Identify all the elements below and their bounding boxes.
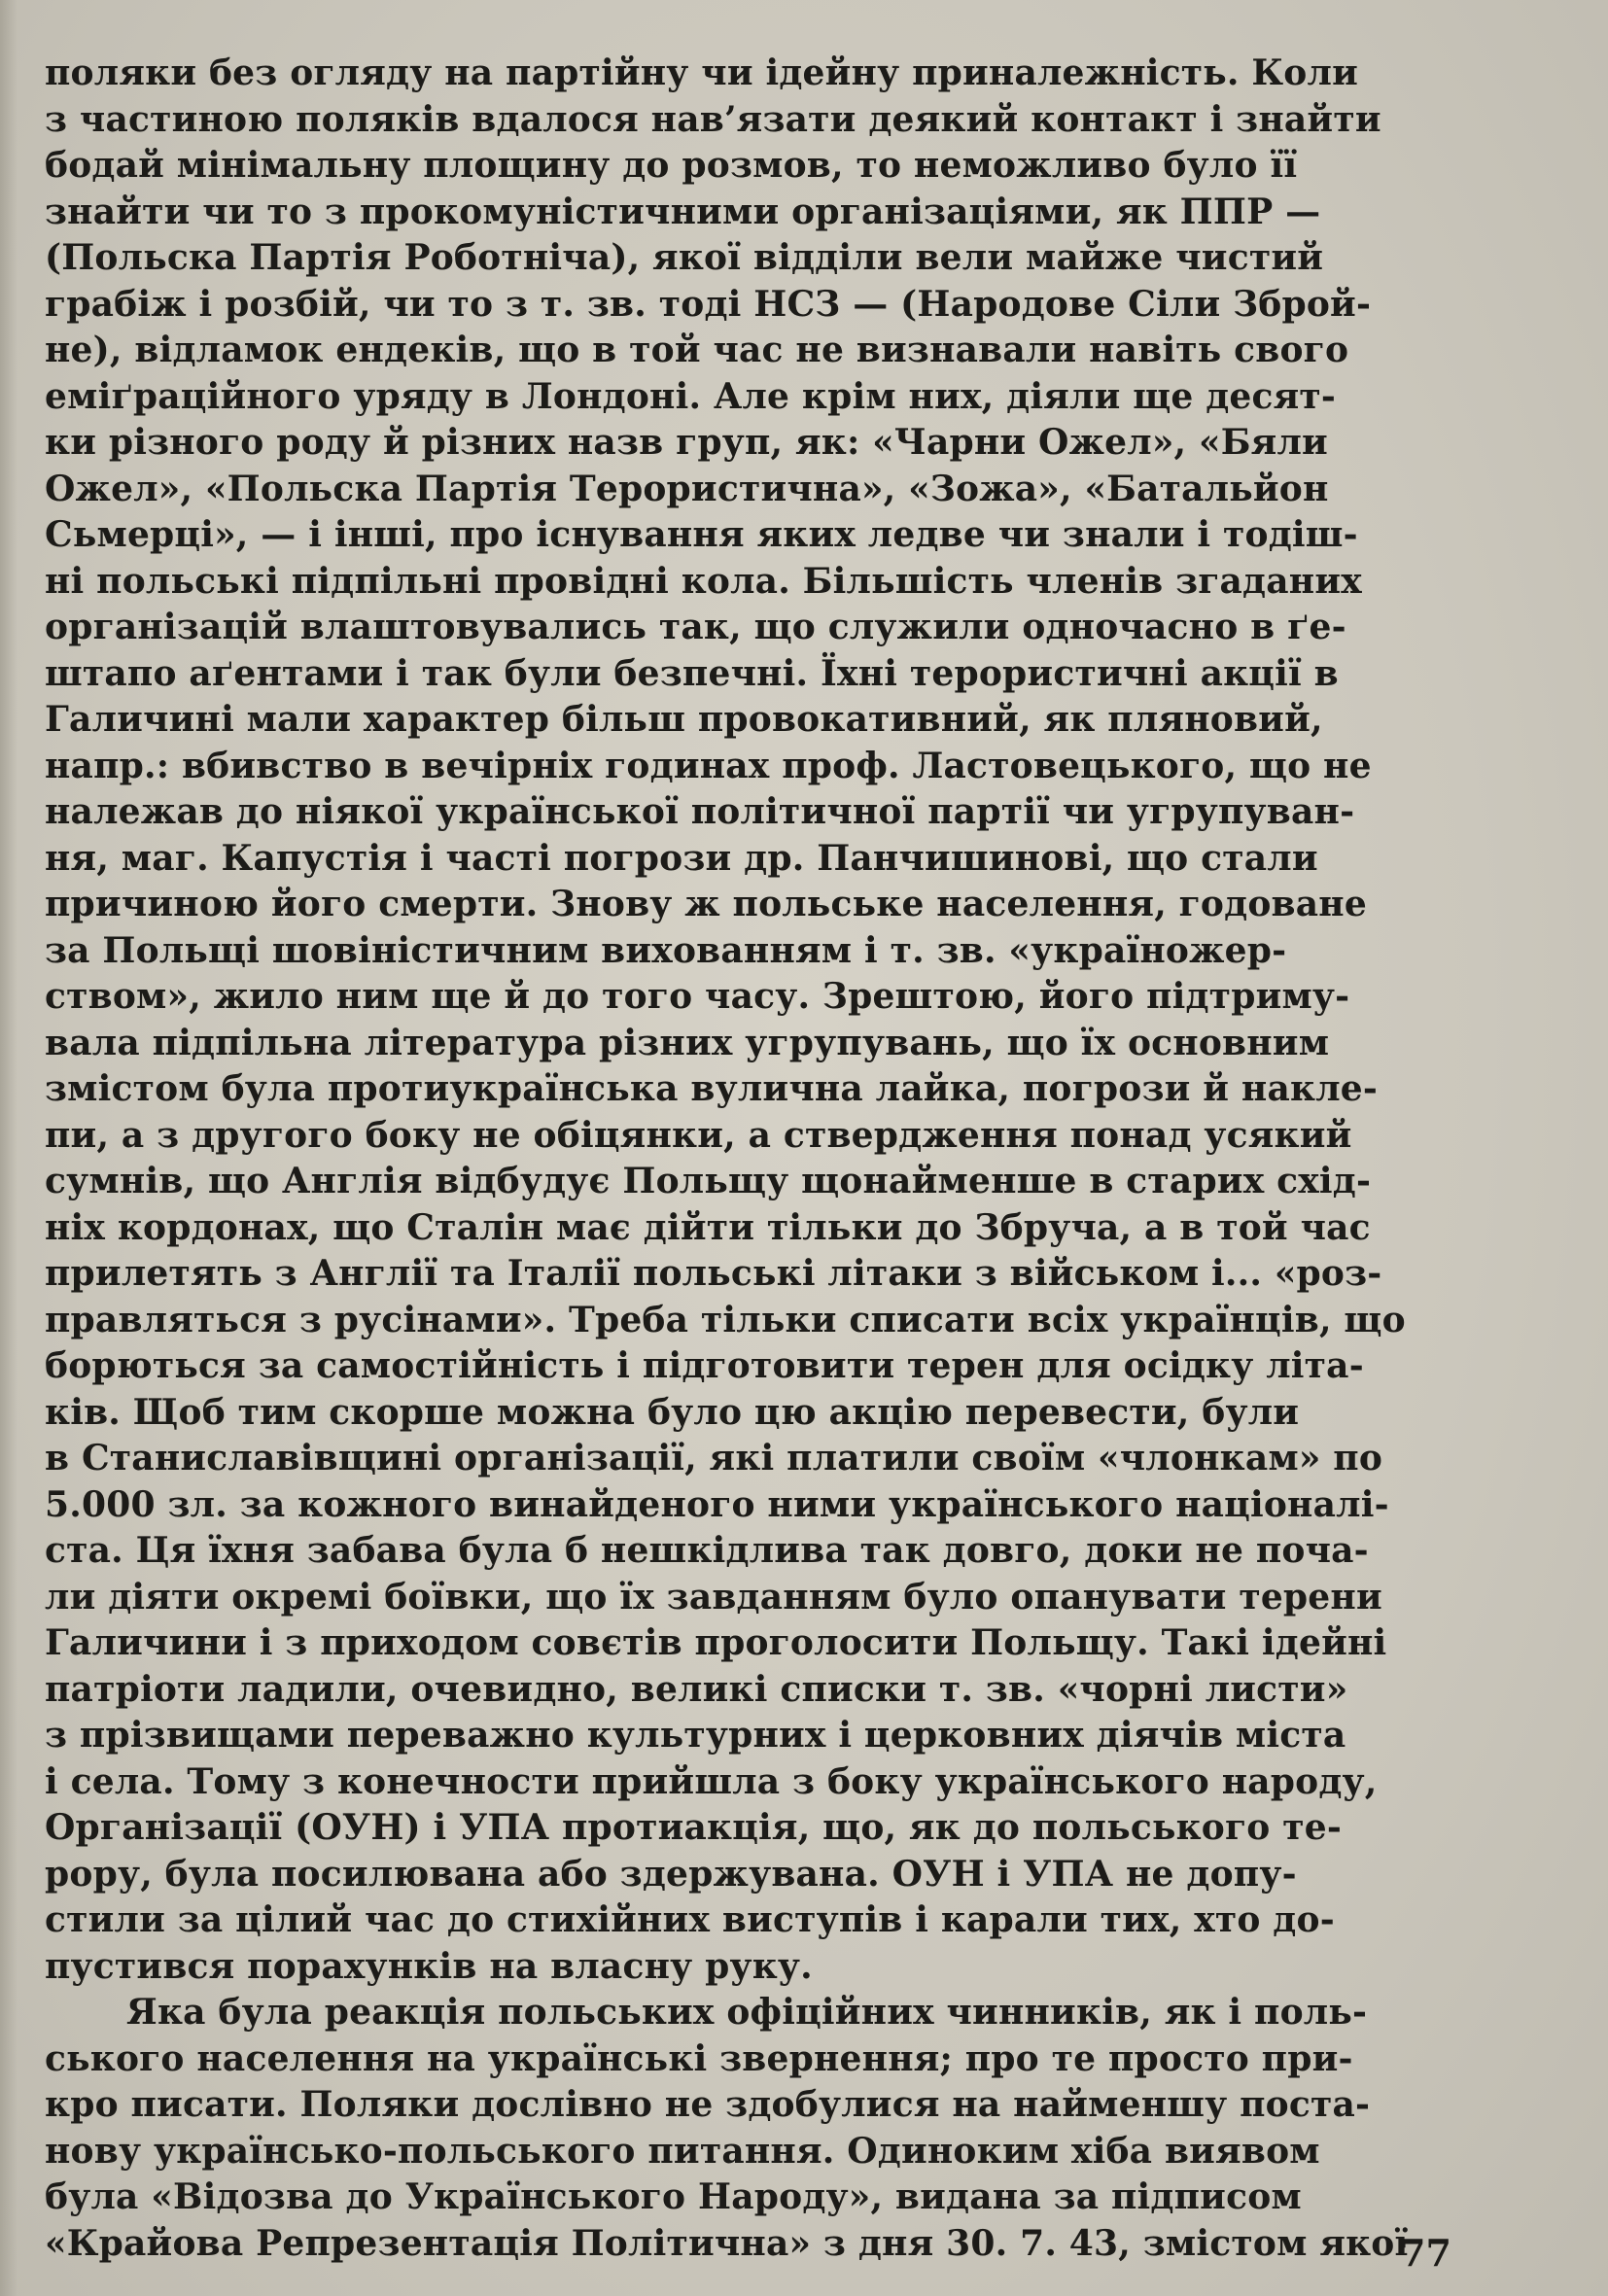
text-line: не), відламок ендеків, що в той час не визнавали навіть свого xyxy=(45,330,1349,370)
text-line: напр.: вбивство в вечірніх годинах проф. Ластовецького, що не xyxy=(45,745,1372,786)
text-line: стили за цілий час до стихійних виступів і карали тих, хто до- xyxy=(45,1899,1335,1940)
text-line: ні польські підпільні провідні кола. Більшість членів згаданих xyxy=(45,560,1362,602)
paragraph-1 xyxy=(45,51,1456,1990)
text-line: патріоти ладили, очевидно, великі списки т. зв. «чорні листи» xyxy=(45,1668,1348,1710)
page-fold-shadow xyxy=(0,0,17,2296)
text-line: грабіж і розбій, чи то з т. зв. тоді НСЗ — (Народове Сіли Зброй- xyxy=(45,283,1372,325)
text-line: пустився порахунків на власну руку. xyxy=(45,1945,813,1987)
text-line: Сьмерці», — і інші, про існування яких ледве чи знали і тодіш- xyxy=(45,514,1358,555)
text-line: нову українсько-польського питання. Одиноким хіба виявом xyxy=(45,2130,1320,2172)
paragraph-2 xyxy=(45,1990,1456,2267)
text-line: організацій влаштовувались так, що служили одночасно в ґе- xyxy=(45,607,1346,647)
text-line: за Польщі шовіністичним вихованням і т. зв. «україножер- xyxy=(45,929,1287,971)
text-line: Організації (ОУН) і УПА протиакція, що, як до польського те- xyxy=(45,1807,1342,1848)
text-line: в Станиславівщині організації, які платили своїм «члонкам» по xyxy=(45,1438,1383,1478)
text-line: з частиною поляків вдалося нав’язати деякий контакт і знайти xyxy=(45,98,1381,140)
text-line: пи, а з другого боку не обіцянки, а ствердження понад усякий xyxy=(45,1114,1352,1156)
text-line: ки різного роду й різних назв груп, як: «Чарни Ожел», «Бяли xyxy=(45,422,1328,463)
text-line: з прізвищами переважно культурних і церковних діячів міста xyxy=(45,1715,1346,1756)
text-line: і села. Тому з конечности прийшла з боку українського народу, xyxy=(45,1760,1378,1802)
body-text xyxy=(45,51,1456,2267)
text-line: причиною його смерти. Знову ж польське населення, годоване xyxy=(45,884,1367,924)
text-line: була «Відозва до Українського Народу», видана за підписом xyxy=(45,2176,1302,2217)
text-line: ня, маг. Капустія і часті погрози др. Панчишинові, що стали xyxy=(45,837,1318,879)
text-line: Ожел», «Польска Партія Терористична», «Зожа», «Батальйон xyxy=(45,468,1329,509)
text-line: ста. Ця їхня забава була б нешкідлива так довго, доки не поча- xyxy=(45,1530,1369,1571)
text-line: «Крайова Репрезентація Політична» з дня 30. 7. 43, змістом якої xyxy=(45,2222,1409,2264)
text-line: ніх кордонах, що Сталін має дійти тільки до Збруча, а в той час xyxy=(45,1206,1371,1248)
text-line: ли діяти окремі боївки, що їх завданням було опанувати терени xyxy=(45,1576,1382,1618)
text-line: Галичині мали характер більш провокативний, як пляновий, xyxy=(45,699,1323,740)
text-line: Яка була реакція польських офіційних чинників, як і поль- xyxy=(126,1992,1368,2033)
text-line: належав до ніякої української політичної партії чи угрупуван- xyxy=(45,791,1355,832)
text-line: рору, була посилювана або здержувана. ОУН і УПА не допу- xyxy=(45,1853,1297,1895)
text-line: ків. Щоб тим скорше можна було цю акцію перевести, були xyxy=(45,1391,1300,1433)
text-line: змістом була протиукраїнська вулична лайка, погрози й наклe- xyxy=(45,1068,1379,1109)
text-line: штапо аґентами і так були безпечні. Їхні терористичні акції в xyxy=(45,652,1339,694)
text-line: (Польска Партія Роботнічa), якої відділи вели майже чистий xyxy=(45,237,1324,278)
text-line: еміґраційного уряду в Лондоні. Але крім них, діяли ще десят- xyxy=(45,375,1337,417)
text-line: поляки без огляду на партійну чи ідейну приналежність. Коли xyxy=(45,52,1359,93)
text-line: сумнів, що Англія відбудує Польщу щонайменше в старих схід- xyxy=(45,1161,1372,1201)
text-line: вала підпільна література різних угрупувань, що їх основним xyxy=(45,1022,1330,1063)
text-line: борються за самостійність і підготовити терен для осідку літа- xyxy=(45,1345,1364,1386)
text-line: бодай мінімальну площину до розмов, то неможливо було її xyxy=(45,145,1298,186)
text-line: ського населення на українські звернення; про те просто при- xyxy=(45,2037,1353,2079)
text-line: 5.000 зл. за кожного винайденого ними українського націоналі- xyxy=(45,1483,1389,1525)
text-line: правляться з русінами». Треба тільки списати всіх українців, що xyxy=(45,1299,1406,1340)
text-line: ством», жило ним ще й до того часу. Зрештою, його підтриму- xyxy=(45,976,1350,1017)
text-line: Галичини і з приходом совєтів проголосити Польщу. Такі ідейні xyxy=(45,1622,1387,1663)
text-line: прилетять з Англії та Італії польські літаки з військом і... «роз- xyxy=(45,1253,1382,1294)
text-line: знайти чи то з прокомуністичними організаціями, як ППР — xyxy=(45,191,1321,232)
text-line: кро писати. Поляки дослівно не здобулися на найменшу поста- xyxy=(45,2084,1371,2125)
page-number: 77 xyxy=(1400,2231,1451,2275)
